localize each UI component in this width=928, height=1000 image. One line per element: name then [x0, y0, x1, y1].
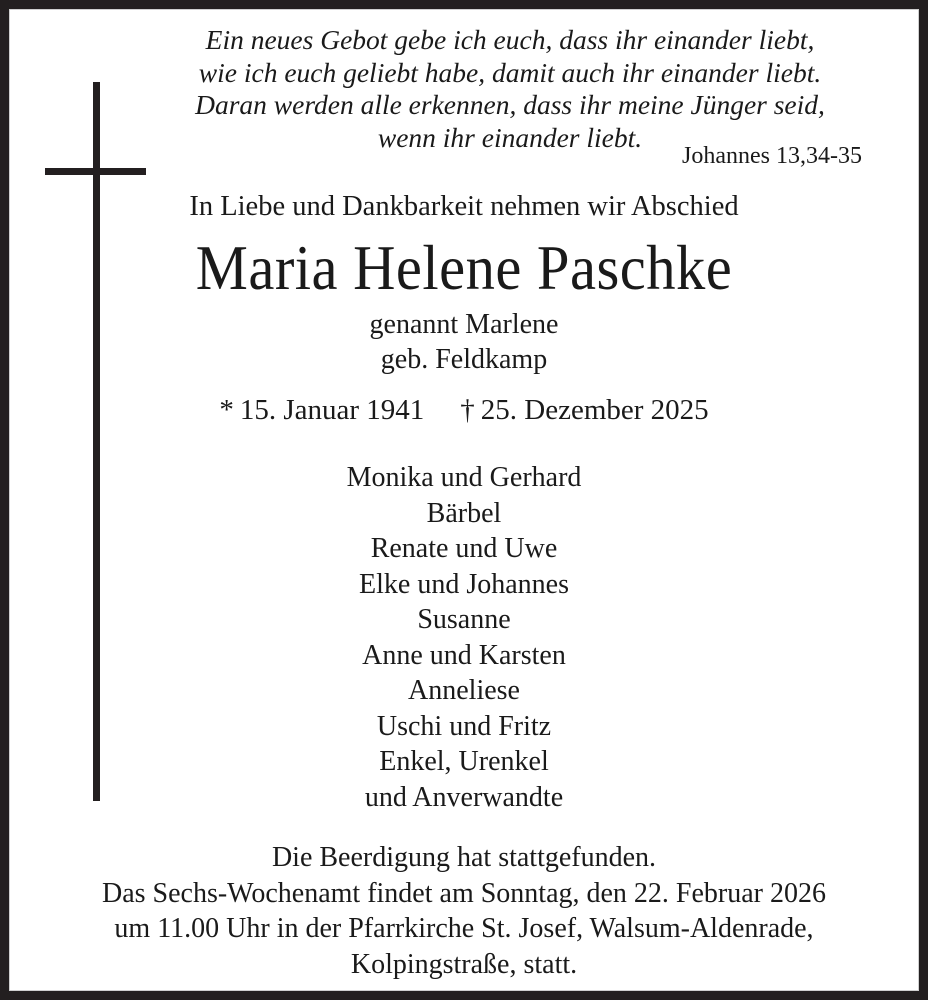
- list-item: Renate und Uwe: [370, 533, 558, 564]
- list-item: Monika und Gerhard: [346, 462, 582, 493]
- list-item: Anne und Karsten: [362, 639, 566, 671]
- arrangement-line-2: Das Sechs-Wochenamt findet am Sonntag, den 22. Februar 2026: [101, 877, 827, 909]
- list-item: Anneliese: [408, 675, 520, 706]
- arrangement-line-3: um 11.00 Uhr in der Pfarrkirche St. Josef, Walsum-Aldenrade,: [114, 913, 814, 944]
- verse-line-4: wenn ihr einander liebt.: [377, 121, 643, 153]
- birth-date: 15. Januar 1941: [239, 394, 425, 426]
- farewell-lead-in: In Liebe und Dankbarkeit nehmen wir Abschied: [189, 191, 739, 222]
- survivors-list: [40, 460, 888, 815]
- birth-date-group: [219, 394, 424, 426]
- deceased-alias: genannt Marlene: [369, 309, 559, 340]
- life-dates: [40, 392, 888, 428]
- list-item: Uschi und Fritz: [376, 710, 552, 742]
- arrangement-line-4: Kolpingstraße, statt.: [350, 948, 578, 980]
- death-date: 25. Dezember 2025: [480, 394, 709, 426]
- birth-star-icon: *: [219, 394, 234, 426]
- deceased-maiden-name: geb. Feldkamp: [380, 344, 548, 375]
- deceased-name: Maria Helene Paschke: [195, 233, 733, 303]
- verse-attribution: Johannes 13,34-35: [682, 143, 862, 169]
- verse-line-1: Ein neues Gebot gebe ich euch, dass ihr einander liebt,: [205, 24, 815, 55]
- death-date-group: [460, 394, 708, 426]
- list-item: Susanne: [417, 604, 511, 635]
- funeral-arrangements: [40, 840, 888, 982]
- bible-verse: [140, 24, 880, 154]
- list-item: Elke und Johannes: [359, 568, 569, 600]
- arrangement-line-1: Die Beerdigung hat stattgefunden.: [271, 842, 657, 873]
- death-cross-icon: †: [460, 394, 475, 426]
- verse-line-2: wie ich euch geliebt habe, damit auch ihr einander liebt.: [198, 56, 822, 88]
- list-item: Bärbel: [426, 497, 502, 529]
- notice-content: [40, 0, 888, 1000]
- list-item: Enkel, Urenkel: [379, 746, 549, 777]
- verse-line-3: Daran werden alle erkennen, dass ihr meine Jünger seid,: [195, 89, 825, 120]
- list-item: und Anverwandte: [364, 781, 564, 813]
